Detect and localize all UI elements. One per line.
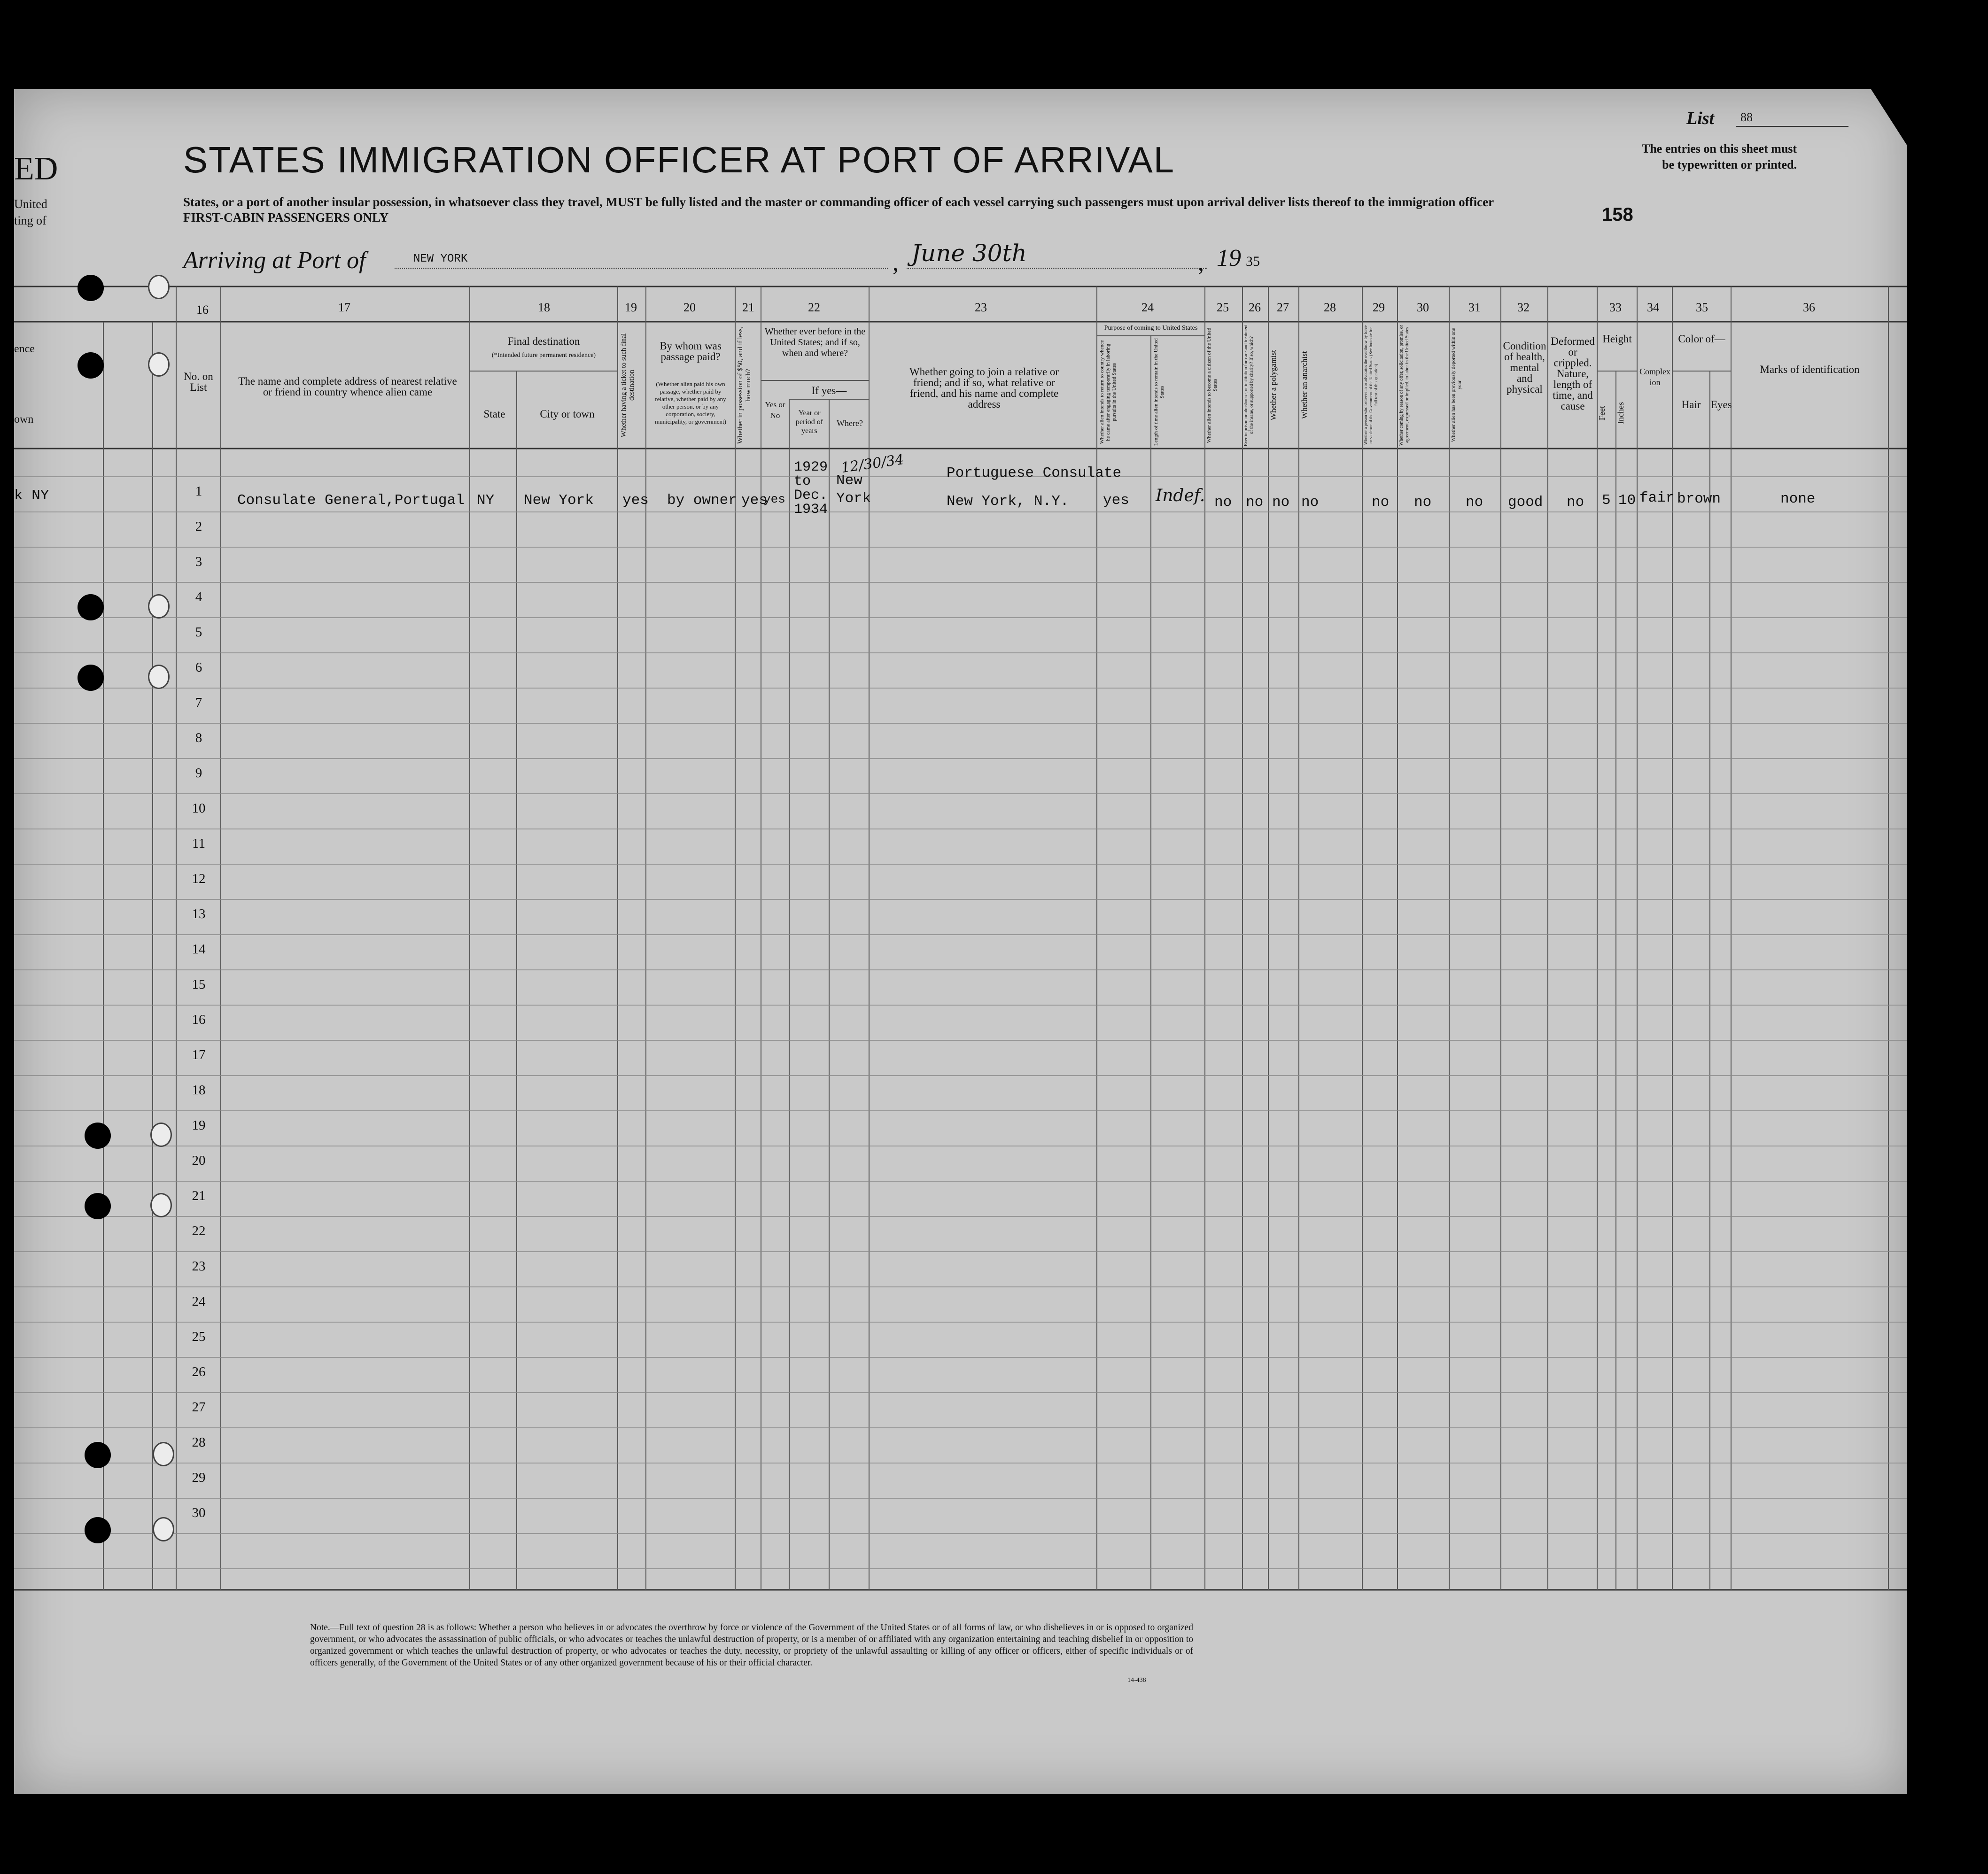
col-num-31: 31 (1468, 301, 1481, 314)
col-num-32: 32 (1517, 301, 1530, 314)
row-number: 8 (195, 730, 202, 745)
hdr-no-on-list: No. on List (184, 371, 213, 393)
hdr-anarchist: Whether an anarchist (1300, 351, 1309, 419)
port-name: NEW YORK (413, 253, 468, 265)
col-num-17: 17 (338, 301, 350, 314)
cell-deported: no (1466, 494, 1483, 511)
cell-inches: 10 (1618, 492, 1636, 509)
hdr-overthrow: Whether a person who believes in or advocates the overthrow by force or violence of the Government of the United States (See footnote for full text of this question) (1363, 325, 1378, 445)
form-number: 14-438 (1127, 1677, 1146, 1684)
row-number: 27 (192, 1400, 206, 1415)
col-num-19: 19 (625, 301, 637, 314)
row-number: 7 (195, 695, 202, 710)
row-number: 10 (192, 801, 206, 816)
binder-hole (85, 1517, 111, 1543)
manifest-sheet: ED United ting of STATES IMMIGRATION OFFICER AT PORT OF ARRIVAL States, or a port of another insular possession, in whatsoever class they travel, MUST be fully listed and the master or commanding officer of each vessel carrying such passengers must upon arrival deliver lists thereof to the immigration officer FIRST-CABIN PASSENGERS ONLY List 88 The entries on this sheet must be typewritten or printed. 158 Arriving at Port of NEW YORK , June 30th , 19 35 16 17 18 19 20 21 22 23 24 25 26 27 28 29 30 31 32 33 34 35 36 ence own No. on List The name and complete address of nearest relative or friend in country whence alien came Final destination (*Intended future permanent residence) State City or town Whether having a ticket to such final destination By whom was passage paid? (Whether alien paid his own passage, whether paid by relative, whether paid by any other person, or by any corporation, society, municipality, or government) Whether in possession of $50, and if less, how much? Whether ever before in the United States; and if so, when and where? If yes— Yes or No Year or period of years Where? Whether going to join a relative or friend; and if so, what relative or friend, and his name and complete address Purpose of coming to United States Whether alien intends to return to country whence he came after engaging temporarily in laboring pursuits in the United States Length of time alien intends to remain in the United States Whether alien intends to become a citizen of the United States Ever in prison or almshouse, or institution for care and treatment of the insane, or supported by charity? If so, which? Whether a polygamist Whether an anarchist Whether a person who believes in or advocates the overthrow by force or violence of the Government of the United States (See footnote for full text of this question) Whether coming by reason of any offer, solicitation, promise, or agreement, expressed or implied, to labor in the United States Whether alien has been previously deported within one year Condition of health, mental and physical Deformed or crippled. Nature, length of time, and cause Height Feet Inches Complexion Color of— Hair Eyes Marks of identification 1 2 3 4 5 6 7 8 9 10 11 12 13 14 15 16 17 18 19 20 21 22 23 24 25 26 27 28 29 30 k NY Consulate General,Portugal NY New York yes by owner yes yes 1929 to Dec. 1934 12/30/34 New York Portuguese Consulate New York, N.Y. yes Indef. no no no no no no no good no 5 10 fair brown none Note.—Full text of question 28 is as follows: Whether a person who believes in or advocates the overthrow by force or violence of the Government of the United States or of all forms of law, or who disbelieves in or is opposed to organized government, or who advocates the assassination of public officials, or who advocates or teaches the unlawful destruction of property, or is a member of or affiliated with any organization entertaining and teaching disbelief in or opposition to organized government or which teaches the unlawful destruction of property, or who advocates or teaches the duty, necessity, or propriety of the unlawful assaulting or killing of any officer or officers, either of specific individuals or of officers generally, of the Government of the United States or of any other organized government because of his or their official character. 14-438 (14, 89, 1907, 1794)
page-title: STATES IMMIGRATION OFFICER AT PORT OF ARRIVAL (183, 139, 1175, 180)
cell-overthrow: no (1372, 494, 1390, 511)
row-number: 6 (195, 660, 202, 675)
col-num-27: 27 (1277, 301, 1289, 314)
cell-possession: yes (741, 492, 768, 509)
row-number: 3 (195, 554, 202, 569)
col-num-24: 24 (1142, 301, 1154, 314)
hdr-paid-by: By whom was passage paid? (660, 340, 722, 363)
entries-note: The entries on this sheet must be typewritten or printed. (1642, 142, 1797, 171)
row-number: 4 (195, 589, 202, 604)
row-number: 12 (192, 871, 206, 886)
arrival-date: June 30th (911, 240, 1027, 267)
binder-hole-open (153, 1517, 174, 1541)
hdr-ever-before: Whether ever before in the United States; and if so, when and where? (764, 326, 866, 358)
binder-hole-open (148, 665, 170, 689)
row-number: 20 (192, 1153, 206, 1168)
cell-joining-1: Portuguese Consulate (947, 465, 1122, 481)
hdr-color-of: Color of— (1678, 333, 1725, 345)
row-number: 5 (195, 625, 202, 640)
cell-length: Indef. (1156, 486, 1205, 505)
sheet-number: 158 (1602, 204, 1633, 225)
binder-hole (85, 1193, 111, 1219)
row-number: 13 (192, 906, 206, 922)
col-num-23: 23 (975, 301, 987, 314)
cell-feet: 5 (1602, 492, 1611, 509)
hdr-eyes: Eyes (1711, 399, 1732, 410)
list-label: List (1686, 108, 1715, 128)
hdr-possession: Whether in possession of $50, and if less, how much? (737, 326, 752, 444)
hdr-purpose-return: Whether alien intends to return to country whence he came after engaging temporarily in laboring pursuits in the United States (1099, 340, 1117, 444)
year-suffix: 35 (1246, 254, 1260, 269)
binder-hole-open (150, 1123, 172, 1147)
cell-state: NY (477, 492, 495, 509)
hdr-contract: Whether coming by reason of any offer, solicitation, promise, or agreement, expressed or implied, to labor in the United States (1399, 325, 1410, 446)
col-num-28: 28 (1324, 301, 1336, 314)
cell-left-fragment: k NY (14, 488, 49, 504)
binder-hole-open (148, 352, 170, 377)
row-number: 24 (192, 1294, 206, 1309)
row-number: 19 (192, 1118, 206, 1133)
col-num-21: 21 (742, 301, 754, 314)
cell-health: good (1508, 494, 1543, 511)
row-number: 9 (195, 766, 202, 781)
hdr-purpose-length: Length of time alien intends to remain in the United States (1153, 338, 1165, 446)
row-number: 29 (192, 1470, 206, 1485)
cell-ticket: yes (622, 492, 649, 509)
year-prefix: 19 (1217, 245, 1241, 271)
binder-hole (85, 1442, 111, 1468)
left-fragment-1: United (14, 197, 47, 211)
hdr-nearest-relative: The name and complete address of nearest relative or friend in country whence alien came (238, 375, 457, 398)
binder-hole (78, 352, 104, 379)
row-number: 26 (192, 1364, 206, 1379)
list-number: 88 (1740, 110, 1753, 124)
row-number: 21 (192, 1188, 206, 1203)
manifest-grid (14, 89, 1907, 1794)
cell-years: 1929 to Dec. 1934 (794, 459, 828, 518)
cell-citizen: no (1214, 494, 1232, 511)
cell-hair: brown (1677, 491, 1721, 507)
cell-prison: no (1246, 494, 1264, 511)
cell-paid-by: by owner (667, 492, 737, 509)
left-col-fragment-2: own (14, 413, 34, 426)
instruction-line: States, or a port of another insular possession, in whatsoever class they travel, MUST be fully listed and the master or commanding officer of each vessel carrying such passengers must upon arrival deliver lists thereof to the immigration officer (183, 195, 1494, 209)
hdr-if-yes: If yes— (811, 385, 847, 396)
hdr-purpose: Purpose of coming to United States (1104, 325, 1198, 332)
col-num-30: 30 (1417, 301, 1429, 314)
title-left-fragment: ED (14, 151, 58, 187)
row-number: 22 (192, 1224, 206, 1239)
row-number: 15 (192, 977, 206, 992)
hdr-height: Height (1602, 333, 1632, 345)
col-num-25: 25 (1217, 301, 1229, 314)
row-number: 1 (195, 484, 202, 499)
binder-hole-open (153, 1442, 174, 1466)
cell-ever-before: yes (763, 492, 785, 506)
hdr-prison: Ever in prison or almshouse, or institution for care and treatment of the insane, or supported by charity? If so, which? (1243, 324, 1254, 446)
cell-deformed: no (1567, 494, 1584, 511)
left-fragment-2: ting of (14, 214, 47, 227)
cell-marks: none (1780, 491, 1816, 507)
hdr-hair: Hair (1681, 399, 1701, 410)
hdr-ticket: Whether having a ticket to such final destination (620, 333, 636, 437)
row-number: 23 (192, 1259, 206, 1274)
hdr-citizen: Whether alien intends to become a citizen of the United States (1206, 327, 1218, 443)
row-number: 2 (195, 519, 202, 534)
hdr-city: City or town (540, 408, 595, 420)
row-number: 16 (192, 1012, 206, 1027)
col-num-26: 26 (1249, 301, 1261, 314)
col-num-35: 35 (1696, 301, 1708, 314)
binder-hole-open (150, 1193, 172, 1217)
hdr-complexion: Complexion (1639, 367, 1670, 387)
hdr-marks: Marks of identification (1760, 364, 1860, 375)
hdr-final-destination-note: (*Intended future permanent residence) (491, 352, 596, 359)
hdr-yes-or-no: Yes or No (765, 400, 785, 420)
col-num-22: 22 (808, 301, 820, 314)
row-number: 18 (192, 1083, 206, 1098)
binder-hole (78, 275, 104, 301)
cell-contract: no (1414, 494, 1432, 511)
row-number: 14 (192, 942, 206, 957)
row-number: 25 (192, 1329, 206, 1344)
passenger-class: FIRST-CABIN PASSENGERS ONLY (183, 210, 389, 225)
cell-date-annot: 12/30/34 (840, 451, 905, 477)
col-num-29: 29 (1373, 301, 1385, 314)
footnote: Note.—Full text of question 28 is as follows: Whether a person who believes in or advocates the overthrow by force or violence of the Government of the United States or of all forms of law, or who disbelieves in or is opposed to organized government, or who advocates the assassination of public officials, or who advocates or teaches the unlawful destruction of property, or is a member of or affiliated with any organization entertaining and teaching disbelief in or opposition to organized government or which teaches the unlawful destruction of property, or who advocates or teaches the duty, necessity, or propriety of the unlawful assaulting or killing of any officer or officers, either of specific individuals or of officers generally, of the Government of the United States or of any other organized government because of his or their official character. (310, 1623, 1193, 1668)
hdr-deported: Whether alien has been previously deported within one year (1451, 328, 1462, 442)
binder-hole-open (148, 275, 170, 299)
cell-purpose-return: yes (1103, 492, 1129, 509)
col-num-36: 36 (1803, 301, 1815, 314)
col-num-16: 16 (196, 303, 209, 317)
cell-complexion: fair (1639, 490, 1675, 506)
hdr-final-destination: Final destination (507, 335, 580, 347)
cell-joining-2: New York, N.Y. (947, 493, 1069, 510)
col-num-18: 18 (538, 301, 550, 314)
hdr-feet: Feet (1597, 406, 1607, 421)
cell-relative: Consulate General,Portugal (237, 492, 465, 509)
hdr-year-period: Year or period of years (795, 409, 823, 435)
binder-hole (85, 1123, 111, 1149)
row-number: 28 (192, 1435, 206, 1450)
col-num-33: 33 (1609, 301, 1622, 314)
row-number: 11 (192, 836, 205, 851)
hdr-state: State (483, 408, 505, 420)
hdr-joining: Whether going to join a relative or friend; and if so, what relative or friend, and his name and complete address (909, 366, 1059, 410)
col-num-34: 34 (1647, 301, 1659, 314)
hdr-deformed: Deformed or crippled. Nature, length of time, and cause (1551, 335, 1595, 412)
hdr-where: Where? (837, 418, 863, 428)
left-col-fragment-1: ence (14, 343, 35, 355)
col-num-20: 20 (683, 301, 696, 314)
cell-city: New York (524, 492, 594, 509)
cell-anarchist: no (1301, 494, 1319, 511)
row-number: 17 (192, 1047, 206, 1062)
hdr-health: Condition of health, mental and physical (1503, 340, 1546, 395)
cell-where: New York (836, 472, 871, 507)
binder-hole (78, 665, 104, 691)
row-number: 30 (192, 1505, 206, 1520)
hdr-inches: Inches (1616, 402, 1625, 425)
hdr-paid-by-note: (Whether alien paid his own passage, whether paid by relative, whether paid by any other person, or by any corporation, society, municipality, or government) (655, 380, 726, 425)
cell-polygamist: no (1272, 494, 1290, 511)
hdr-polygamist: Whether a polygamist (1269, 349, 1278, 421)
binder-hole-open (148, 594, 170, 619)
arriving-label: Arriving at Port of (183, 247, 366, 274)
binder-hole (78, 594, 104, 620)
